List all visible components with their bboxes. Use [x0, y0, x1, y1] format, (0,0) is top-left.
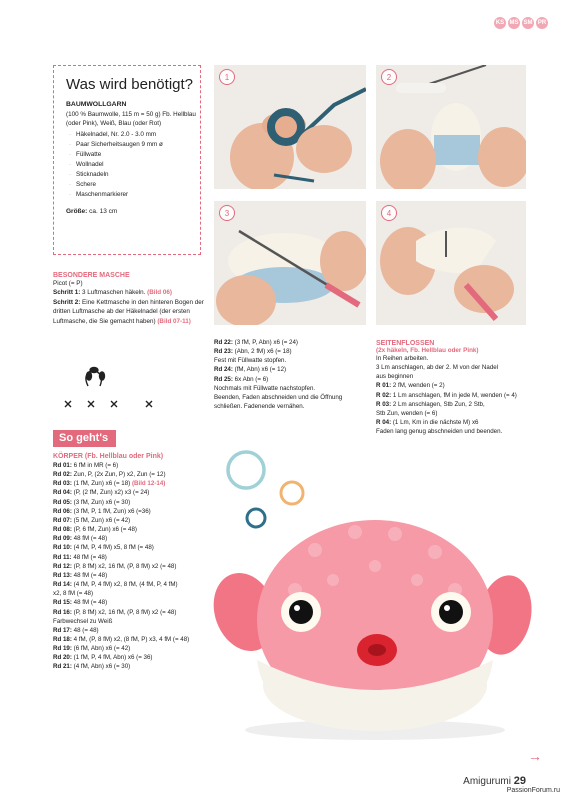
row-label: R 04:	[376, 419, 392, 427]
list-item: · Häkelnadel, Nr. 2.0 - 3.0 mm	[76, 130, 200, 140]
row-text: (3 fM, Zun) x6 (= 30)	[73, 498, 131, 506]
picot-line: Picot (= P)	[53, 280, 83, 287]
row-label: Rd 10:	[53, 544, 72, 552]
list-item: · Füllwatte	[76, 150, 200, 160]
row-text: 6x Abn (= 6)	[234, 375, 269, 383]
page-indicator	[494, 17, 548, 29]
row-text: Stb Zun, wenden (= 6)	[376, 409, 438, 417]
instruction-row	[53, 644, 223, 653]
photo-number: 3	[219, 205, 235, 221]
instruction-row	[214, 356, 374, 365]
row-text: (6 fM, Abn) x6 (= 42)	[73, 645, 131, 653]
materials-list	[66, 130, 200, 200]
row-text: 1 Lm anschlagen, fM in jede M, wenden (= 4)	[392, 391, 517, 399]
row-text: (P, 8 fM) x2, 16 fM, (P, 8 fM) x2 (= 48)	[73, 608, 177, 616]
step-1	[53, 288, 205, 297]
row-label: Rd 14:	[53, 581, 72, 589]
yarn-description: (100 % Baumwolle, 115 m = 50 g) Fb. Hellblau (oder Pink), Weiß, Blau (oder Rot)	[66, 111, 196, 128]
materials-title: Was wird benötigt?	[66, 76, 194, 93]
row-text: 2 Lm anschlagen, Stb Zun, 2 Stb,	[392, 400, 485, 408]
instruction-row	[214, 402, 374, 411]
materials-box	[53, 65, 201, 255]
photo-image	[214, 65, 366, 189]
photo-number: 1	[219, 69, 235, 85]
row-label: Rd 05:	[53, 498, 72, 506]
step-2-text: Eine Kettmasche in den hinteren Bogen der dritten Luftmasche ab der Häkelnadel (der ersten Luftmasche, die Sie gemacht haben)	[53, 298, 204, 325]
rows-list	[376, 354, 536, 436]
instruction-row	[53, 479, 223, 488]
instruction-row	[376, 354, 536, 363]
row-text: 48 fM (= 48)	[73, 599, 108, 607]
row-text: Zun, P, (2x Zun, P) x2, Zun (= 12)	[73, 471, 166, 479]
instruction-row	[53, 580, 223, 589]
list-item: · Paar Sicherheitsaugen 9 mm ø	[76, 140, 200, 150]
pufferfish-photo	[205, 490, 545, 760]
row-text: (1 fM, Zun) x6 (= 18)	[73, 480, 131, 488]
row-text: 48 (= 48)	[73, 626, 99, 634]
list-item: · Sticknadeln	[76, 170, 200, 180]
row-text: (3 fM, P, 1 fM, Zun) x6 (=36)	[73, 507, 151, 515]
instruction-row	[53, 461, 223, 470]
step-1-text: 3 Luftmaschen häkeln.	[82, 289, 146, 297]
instruction-row	[214, 375, 374, 384]
page-dot: SM	[522, 17, 534, 29]
instruction-row	[376, 409, 536, 418]
row-text: 3 Lm anschlagen, ab der 2. M von der Nadel	[376, 364, 499, 372]
row-reference: (Bild 12-14)	[131, 480, 166, 488]
single-crochet-symbols	[65, 401, 152, 407]
row-label: R 01:	[376, 382, 392, 390]
instruction-row	[53, 626, 223, 635]
photo-image	[376, 65, 526, 189]
row-text: 48 fM (= 48)	[73, 571, 108, 579]
list-item: · Schere	[76, 180, 200, 190]
watermark: PassionForum.ru	[506, 787, 560, 794]
row-text: schließen. Fadenende vernähen.	[214, 403, 305, 411]
row-label: Rd 06:	[53, 507, 72, 515]
size-label: Größe:	[66, 208, 88, 216]
how-to-banner: So geht's	[53, 430, 116, 447]
instruction-row	[376, 391, 536, 400]
instruction-row	[214, 347, 374, 356]
instruction-row	[53, 498, 223, 507]
page-dot: MS	[508, 17, 520, 29]
row-label: Rd 02:	[53, 471, 72, 479]
row-text: 4 fM, (P, 8 fM) x2, (8 fM, P) x3, 4 fM (= 48)	[73, 635, 190, 643]
rows-list	[214, 338, 374, 411]
page-footer	[463, 775, 526, 787]
photo-image	[376, 201, 526, 325]
row-text: (1 fM, P, 4 fM, Abn) x6 (= 36)	[73, 654, 153, 662]
photo-number: 2	[381, 69, 397, 85]
row-text: (fM, Abn) x6 (= 12)	[234, 366, 287, 374]
instruction-row	[214, 365, 374, 374]
step-2	[53, 298, 205, 326]
row-text: aus beginnen	[376, 373, 414, 381]
next-page-arrow-icon: →	[528, 748, 542, 764]
list-item: · Wollnadel	[76, 160, 200, 170]
instruction-row	[376, 427, 536, 436]
step-2-ref: (Bild 07-11)	[157, 317, 191, 325]
row-label: Rd 11:	[53, 553, 72, 561]
row-label: Rd 20:	[53, 654, 72, 662]
row-text: 2 fM, wenden (= 2)	[392, 382, 445, 390]
row-text: (1 Lm, Km in die nächste M) x6	[392, 419, 479, 427]
list-item: · Maschenmarkierer	[76, 190, 200, 200]
instruction-row	[53, 608, 223, 617]
row-label: Rd 21:	[53, 663, 72, 671]
instruction-row	[376, 372, 536, 381]
body-instructions	[53, 453, 223, 672]
row-label: Rd 15:	[53, 599, 72, 607]
photo-step-4	[376, 201, 526, 325]
row-text: Farbwechsel zu Weiß	[53, 617, 113, 625]
row-text: Fest mit Füllwatte stopfen.	[214, 357, 287, 365]
row-label: Rd 04:	[53, 489, 72, 497]
page-dot: KS	[494, 17, 506, 29]
finishing-instructions	[214, 338, 374, 411]
page-dot: PR	[536, 17, 548, 29]
instruction-row	[53, 553, 223, 562]
row-text: (4 fM, P, 4 fM) x5, 8 fM (= 48)	[73, 544, 154, 552]
instruction-row	[53, 635, 223, 644]
instruction-row	[53, 516, 223, 525]
special-title: BESONDERE MASCHE	[53, 272, 130, 279]
step-2-label: Schritt 2:	[53, 298, 81, 306]
row-label: R 02:	[376, 391, 392, 399]
row-label: Rd 03:	[53, 480, 72, 488]
fins-section	[376, 340, 536, 436]
row-text: (P, 8 fM) x2, 16 fM, (P, 8 fM) x2 (= 48)	[73, 562, 177, 570]
page-number: 29	[513, 775, 526, 787]
picot-symbol	[86, 368, 105, 387]
photo-step-1	[214, 65, 366, 189]
row-label: Rd 08:	[53, 526, 72, 534]
row-label: Rd 18:	[53, 635, 72, 643]
row-text: Beenden, Faden abschneiden und die Öffnung	[214, 393, 343, 401]
magazine-name: Amigurumi	[463, 776, 511, 787]
body-title: KÖRPER	[53, 453, 83, 460]
row-label: Rd 19:	[53, 645, 72, 653]
instruction-row	[214, 338, 374, 347]
row-label: Rd 13:	[53, 571, 72, 579]
row-text: In Reihen arbeiten.	[376, 355, 429, 362]
instruction-row	[214, 384, 374, 393]
instruction-row	[53, 534, 223, 543]
instruction-row	[53, 598, 223, 607]
row-text: (P, 6 fM, Zun) x6 (= 48)	[73, 526, 137, 534]
row-label: Rd 07:	[53, 516, 72, 524]
instruction-row	[53, 653, 223, 662]
row-text: (3 fM, P, Abn) x6 (= 24)	[234, 339, 298, 346]
body-heading	[53, 453, 223, 460]
row-text: (4 fM, Abn) x6 (= 30)	[73, 663, 131, 671]
row-label: Rd 22:	[214, 339, 233, 346]
instruction-row	[53, 525, 223, 534]
instruction-row	[53, 543, 223, 552]
yarn-title: BAUMWOLLGARN	[66, 101, 127, 108]
row-text: Nochmals mit Füllwatte nachstopfen.	[214, 384, 316, 392]
instruction-row	[376, 363, 536, 372]
fins-subtitle: (2x häkeln, Fb. Hellblau oder Pink)	[376, 347, 479, 354]
special-stitch-section	[53, 272, 205, 326]
row-label: Rd 24:	[214, 366, 233, 374]
size-value: ca. 13 cm	[89, 208, 118, 216]
row-text: 48 fM (= 48)	[73, 553, 107, 561]
size-line	[66, 208, 200, 215]
instruction-row	[53, 562, 223, 571]
instruction-row	[214, 393, 374, 402]
instruction-row	[53, 571, 223, 580]
instruction-row	[53, 488, 223, 497]
row-label: Rd 09:	[53, 535, 72, 543]
step-1-label: Schritt 1:	[53, 289, 81, 297]
row-label: Rd 01:	[53, 462, 72, 469]
photo-image	[214, 201, 366, 325]
row-label: Rd 23:	[214, 348, 233, 356]
instruction-row	[53, 470, 223, 479]
row-text: (4 fM, P, 4 fM) x2, 8 fM, (4 fM, P, 4 fM)	[73, 581, 178, 589]
row-text: Faden lang genug abschneiden und beenden.	[376, 428, 503, 436]
row-label: Rd 12:	[53, 562, 72, 570]
photo-step-2	[376, 65, 526, 189]
instruction-row	[53, 617, 223, 626]
row-label: Rd 16:	[53, 608, 72, 616]
row-label: Rd 17:	[53, 626, 72, 634]
instruction-row	[376, 400, 536, 409]
row-label: Rd 25:	[214, 375, 233, 383]
row-text: (5 fM, Zun) x6 (= 42)	[73, 516, 131, 524]
step-1-ref: (Bild 06)	[147, 289, 172, 297]
row-text: (Abn, 2 fM) x6 (= 18)	[234, 348, 292, 356]
body-subtitle: (Fb. Hellblau oder Pink)	[84, 453, 164, 460]
photo-number: 4	[381, 205, 397, 221]
instruction-row	[53, 589, 223, 598]
row-label: R 03:	[376, 400, 392, 408]
photo-step-3	[214, 201, 366, 325]
fins-title: SEITENFLOSSEN	[376, 340, 435, 347]
instruction-row	[53, 507, 223, 516]
row-text: 6 fM in MR (= 6)	[73, 462, 119, 469]
picot-diagram	[58, 362, 168, 412]
instruction-row	[53, 662, 223, 671]
instruction-row	[376, 381, 536, 390]
instruction-row	[376, 418, 536, 427]
rows-list	[53, 461, 223, 672]
row-text: x2, 8 fM (= 48)	[53, 590, 94, 598]
row-text: (P, (2 fM, Zun) x2) x3 (= 24)	[73, 489, 150, 497]
row-text: 48 fM (= 48)	[73, 535, 108, 543]
